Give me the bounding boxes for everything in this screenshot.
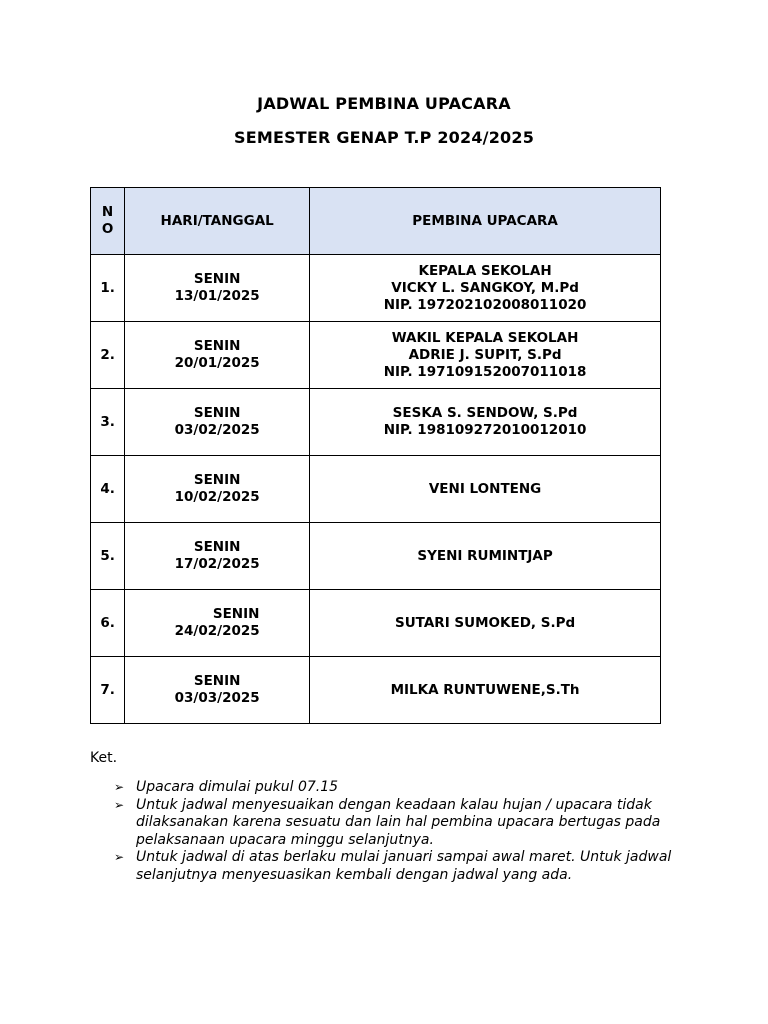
arrow-bullet-icon: ➢	[114, 850, 125, 864]
day-label: SENIN	[193, 472, 241, 488]
column-header-date: HARI/TANGGAL	[125, 188, 310, 255]
pembina-cell	[310, 523, 661, 590]
note-text: Upacara dimulai pukul 07.15	[136, 779, 339, 795]
date-label: 20/01/2025	[174, 355, 260, 371]
date-cell	[125, 657, 310, 724]
pembina-cell	[310, 255, 661, 322]
column-header-no	[91, 188, 125, 255]
row-number: 4.	[91, 456, 125, 523]
schedule-table	[90, 187, 661, 724]
row-number: 7.	[91, 657, 125, 724]
column-header-pembina: PEMBINA UPACARA	[310, 188, 661, 255]
date-cell	[125, 590, 310, 657]
note-item	[114, 779, 674, 797]
day-label: SENIN	[193, 405, 241, 421]
date-label: 03/02/2025	[174, 422, 260, 438]
document-title: JADWAL PEMBINA UPACARA	[257, 94, 511, 113]
row-number: 5.	[91, 523, 125, 590]
table-row	[91, 322, 661, 389]
date-cell	[125, 322, 310, 389]
day-label: SENIN	[212, 606, 260, 622]
date-label: 03/03/2025	[174, 690, 260, 706]
notes-list	[114, 779, 674, 884]
note-text: Untuk jadwal di atas berlaku mulai januari sampai awal maret. Untuk jadwal selanjutnya menyesuasikan kembali dengan jadwal yang ada.	[136, 849, 672, 883]
notes-label: Ket.	[90, 750, 118, 766]
column-header-no-line1: N	[101, 204, 114, 220]
pembina-line: SYENI RUMINTJAP	[417, 547, 553, 564]
pembina-line: SUTARI SUMOKED, S.Pd	[395, 614, 576, 631]
date-label: 17/02/2025	[174, 556, 260, 572]
pembina-line: VICKY L. SANGKOY, M.Pd	[391, 279, 579, 296]
note-item	[114, 797, 674, 850]
pembina-cell	[310, 456, 661, 523]
pembina-cell	[310, 590, 661, 657]
pembina-cell	[310, 322, 661, 389]
schedule-table-body	[91, 255, 661, 724]
row-number: 3.	[91, 389, 125, 456]
document-subtitle: SEMESTER GENAP T.P 2024/2025	[233, 128, 535, 147]
table-row	[91, 523, 661, 590]
note-item	[114, 849, 674, 884]
pembina-line: NIP. 197109152007011018	[383, 363, 587, 380]
row-number: 2.	[91, 322, 125, 389]
table-header-row	[91, 188, 661, 255]
pembina-cell	[310, 389, 661, 456]
table-row	[91, 657, 661, 724]
date-label: 13/01/2025	[174, 288, 260, 304]
pembina-line: KEPALA SEKOLAH	[418, 262, 552, 279]
arrow-bullet-icon: ➢	[114, 797, 125, 812]
date-cell	[125, 389, 310, 456]
pembina-cell	[310, 657, 661, 724]
row-number: 6.	[91, 590, 125, 657]
day-label: SENIN	[193, 673, 241, 689]
arrow-bullet-icon: ➢	[114, 780, 125, 794]
table-row	[91, 389, 661, 456]
table-row	[91, 590, 661, 657]
pembina-line: NIP. 198109272010012010	[383, 422, 587, 438]
day-label: SENIN	[193, 539, 241, 555]
note-text: Untuk jadwal menyesuaikan dengan keadaan kalau hujan / upacara tidak dilaksanakan karena sesuatu dan lain hal pembina upacara bertugas pada pelaksanaan upacara minggu selanjutnya.	[136, 796, 661, 848]
date-label: 24/02/2025	[174, 623, 260, 639]
pembina-line: NIP. 197202102008011020	[383, 296, 587, 313]
day-label: SENIN	[193, 338, 241, 354]
pembina-line: ADRIE J. SUPIT, S.Pd	[408, 346, 562, 363]
pembina-line: VENI LONTENG	[428, 480, 542, 497]
table-row	[91, 456, 661, 523]
row-number: 1.	[91, 255, 125, 322]
date-cell	[125, 456, 310, 523]
column-header-no-line2: O	[101, 221, 114, 237]
day-label: SENIN	[193, 271, 241, 287]
date-label: 10/02/2025	[174, 489, 260, 505]
pembina-line: WAKIL KEPALA SEKOLAH	[391, 329, 579, 346]
pembina-line: MILKA RUNTUWENE,S.Th	[390, 681, 580, 698]
pembina-line: SESKA S. SENDOW, S.Pd	[392, 405, 578, 421]
date-cell	[125, 255, 310, 322]
table-row	[91, 255, 661, 322]
date-cell	[125, 523, 310, 590]
